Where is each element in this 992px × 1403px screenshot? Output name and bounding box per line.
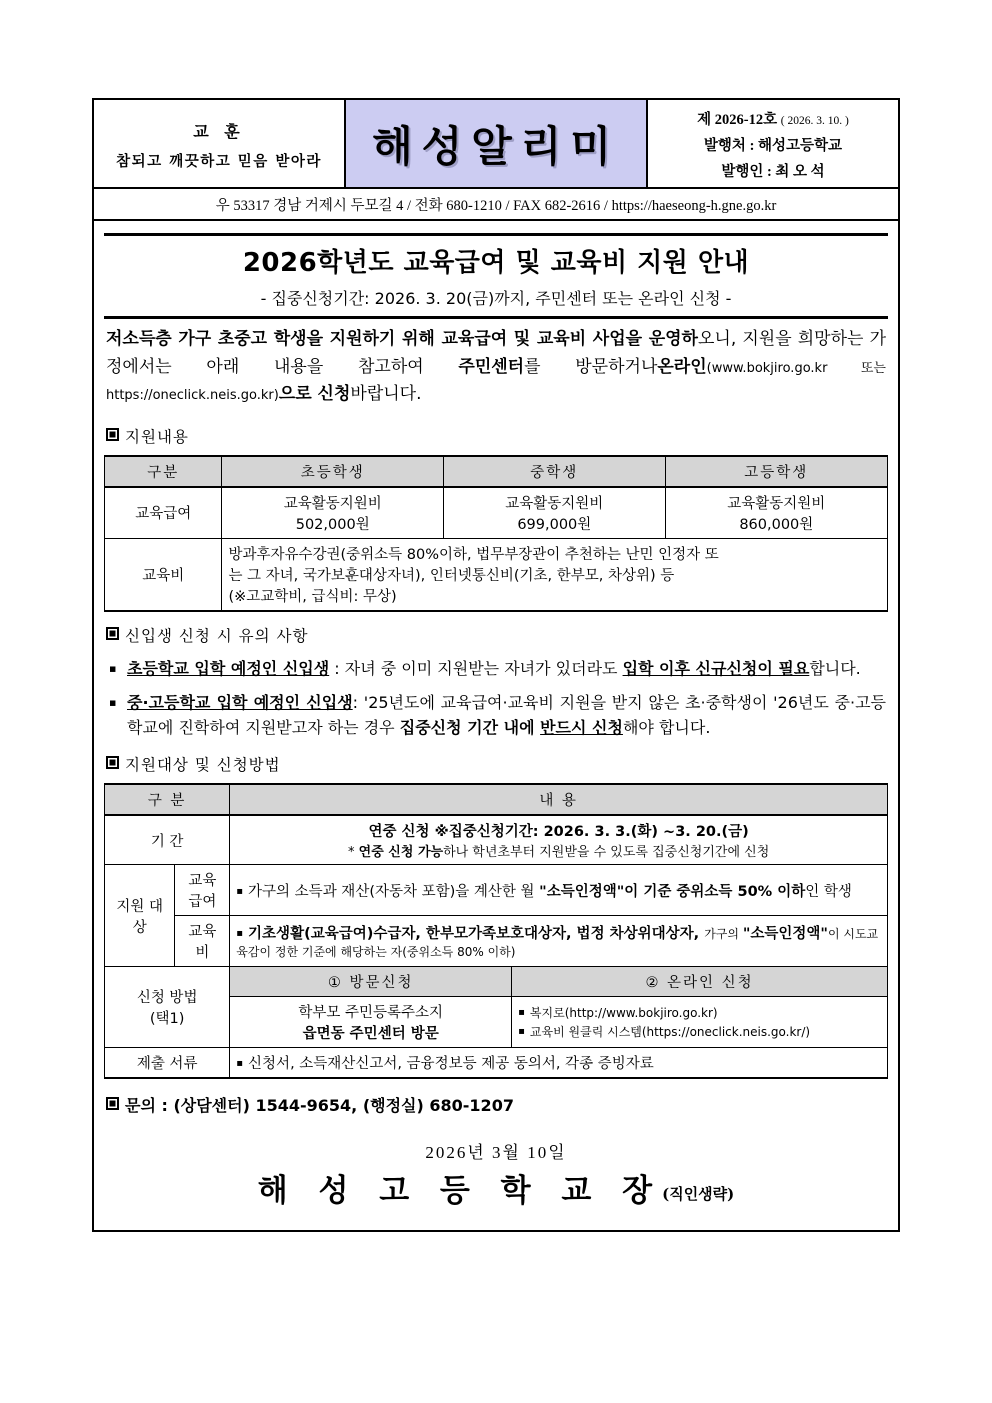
bullet-1-tail: 해야 합니다. [622,718,711,738]
bullet-1-bold-underline: 중·고등학교 입학 예정인 신입생 [127,692,353,712]
period-asterisk-icon: * [348,845,355,861]
row-label-education-fee: 교육비 [105,538,222,611]
table-row [105,865,888,916]
fee-line3: (※고교학비, 급식비: 무상) [228,588,397,605]
bullet-0-mid: : 자녀 중 이미 지원받는 자녀가 있더라도 [329,658,623,678]
bullet-marker-icon: ▪ [109,661,117,675]
documents-text: 신청서, 소득재산신고서, 금융정보등 제공 동의서, 각종 증빙자료 [248,1056,654,1073]
visit-line1: 학부모 주민등록주소지 [298,1005,444,1022]
method-header-online: ② 온라인 신청 [512,967,888,997]
square-bullet-icon [106,756,119,769]
signature-line [104,1165,888,1216]
bullet-marker-icon: ▪ [109,695,117,709]
benefit-name: 교육활동지원비 [505,495,604,512]
bullet-0-bold-underline-2: 입학 이후 신규신청 [622,658,758,678]
bullet-0-tail: 합니다. [809,658,861,678]
bullet-0-bold-underline: 초등학교 입학 예정인 신입생 [127,658,330,678]
table-row [105,815,888,865]
cell-visit-application [230,997,512,1048]
col-header-middle: 중학생 [444,456,666,487]
benefit-amount: 860,000원 [739,516,814,533]
col-header-elementary: 초등학생 [222,456,444,487]
section2-heading-label: 신입생 신청 시 유의 사항 [125,626,309,645]
support-content-table [104,455,888,612]
intro-part2-bold: 주민센터 [458,356,525,377]
newsletter-banner [346,100,648,187]
school-motto-block [94,100,346,187]
list-item: ▪ 복지로(http://www.bokjiro.go.kr) [518,1004,881,1021]
fee-criteria-bold1: 기초생활(교육급여)수급자, 한부모가족보호대상자, 법정 차상위대상자, [248,926,705,943]
row-label-period: 기 간 [105,815,230,865]
fee-criteria-bold2: "소득인정액" [742,926,828,943]
section3-heading-label: 지원대상 및 신청방법 [125,756,281,775]
list-item [104,690,888,742]
cell-middle-benefit [444,487,666,539]
period-line1: 연중 신청 ※집중신청기간: 2026. 3. 3.(화) ~3. 20.(금) [368,824,749,841]
editor-line: 발행인 : 최 오 석 [721,164,825,180]
table-row [105,538,888,611]
visit-line2: 읍면동 주민센터 방문 [302,1026,439,1043]
square-bullet-icon [106,1097,119,1110]
issue-date: ( 2026. 3. 10. ) [780,115,849,127]
col-header-high: 고등학생 [665,456,887,487]
issue-info-block [648,100,898,187]
table-row [105,967,888,997]
issue-number: 제 2026-12호 [697,112,778,128]
benefit-amount: 502,000원 [295,516,370,533]
eligibility-method-table [104,783,888,1079]
masthead [94,100,898,189]
bullet-1-bold: 집중신청 기간 내에 [399,718,541,738]
school-address-bar: 우 53317 경남 거제시 두모길 4 / 전화 680-1210 / FAX 682-2616 / https://haeseong-h.gne.go.kr [94,189,898,221]
row-label-support-target [105,865,175,967]
square-bullet-icon [106,627,119,640]
cell-online-application [512,997,888,1048]
square-bullet-icon [106,428,119,441]
seal-omitted-note: (직인생략) [662,1185,735,1204]
contact-line [106,1093,888,1116]
bullet-text [127,690,886,742]
intro-part1: 저소득층 가구 초중고 학생을 지원하기 위해 교육급여 및 교육비 사업을 운영하 [106,329,698,349]
dot-bullet-icon [236,1056,248,1072]
benefit-amount: 699,000원 [517,516,592,533]
table-row [105,456,888,487]
intro-paragraph [104,319,888,413]
fee-criteria-plain1: 가구의 [704,927,743,942]
list-item [104,656,888,682]
period-line2-tail: 하나 학년초부터 지원받을 수 있도록 집중신청기간에 신청 [443,845,770,861]
row-label-documents: 제출 서류 [105,1048,230,1079]
newsletter-page [92,98,900,1232]
table-row [105,916,888,967]
cell-high-benefit [665,487,887,539]
fee-line1: 방과후자유수강권(중위소득 80%이하, 법무부장관이 추천하는 난민 인정자 또 [228,546,719,563]
fee-criteria-plain2: 이 시도교육감이 정한 기준에 해당하는 자(중위소득 80% 이하) [236,927,879,960]
sub-label-education-benefit: 교육 급여 [175,865,230,916]
intro-part3-bold2: 신청 [317,384,351,405]
bullet-1-mid: : '25년도에 교육급여·교육비 지원을 받지 않은 초·중학생이 '26년도 중·고등학교에 진학하여 지원받고자 하는 경우 [127,692,887,738]
col-header-category: 구 분 [105,784,230,815]
list-item: ▪ 교육비 원클릭 시스템(https://oneclick.neis.go.kr/) [518,1023,881,1040]
motto-text: 참되고 깨끗하고 믿음 받아라 [116,152,322,170]
row-label-application-method [105,967,230,1048]
intro-part3-bold: 온라인 [657,356,707,377]
table-row [105,1048,888,1079]
cell-education-benefit-criteria [230,865,888,916]
intro-part2-tail: 를 방문하거나 [524,356,658,377]
application-method-label: 신청 방법 [136,990,198,1007]
method-header-visit: ① 방문신청 [230,967,512,997]
table-row [105,487,888,539]
criteria-plain1: 가구의 소득과 재산(자동차 포함)을 계산한 월 [248,883,540,900]
benefit-name: 교육활동지원비 [727,495,826,512]
col-header-category: 구분 [105,456,222,487]
period-line2-bold: 연중 신청 가능 [358,845,444,861]
section-heading-support-content [106,425,888,447]
criteria-bold1: "소득인정액"이 기준 중위소득 50% 이하 [539,883,806,900]
application-method-sublabel: (택1) [149,1011,185,1028]
bullet-1-bold-underline-2: 반드시 신청 [540,718,623,738]
bullet-text [127,656,886,682]
issue-date-line: 2026년 3월 10일 [425,1143,567,1163]
bullet-0-bold-underline-3: 이 필요 [757,658,810,678]
benefit-name: 교육활동지원비 [283,495,382,512]
freshman-notice-list [104,656,888,742]
intro-urls: (www.bokjiro.go.kr 또는 https://oneclick.neis.go.kr) [106,360,886,404]
dot-bullet-icon [236,926,248,942]
issue-number-line [652,108,894,129]
intro-part2: 오니, 지원을 희망하는 가정에서는 아래 내용을 참고하여 [106,329,887,377]
fee-line2: 는 그 자녀, 국가보훈대상자녀), 인터넷통신비(기초, 한부모, 차상위) 등 [228,567,675,584]
section1-heading-label: 지원내용 [125,427,189,446]
support-target-label: 지원 대상 [116,898,164,936]
cell-period-content [230,815,888,865]
cell-education-fee-description [222,538,888,611]
col-header-content: 내 용 [230,784,888,815]
title-block [104,233,888,319]
table-row [105,784,888,815]
page-title: 2026학년도 교육급여 및 교육비 지원 안내 [242,248,750,278]
cell-documents-content [230,1048,888,1079]
signature-text: 해 성 고 등 학 교 장 [257,1173,663,1210]
intro-part3-tail2: 바랍니다. [350,384,422,405]
section-heading-eligibility-method [106,753,888,775]
contact-text: 문의 : (상담센터) 1544-9654, (행정실) 680-1207 [125,1096,514,1116]
criteria-plain2: 인 학생 [805,883,852,900]
cell-education-fee-criteria [230,916,888,967]
dot-bullet-icon [236,884,248,900]
banner-title: 해성알리미 [372,121,620,171]
section-heading-freshman-notice [106,624,888,646]
row-label-education-benefit: 교육급여 [105,487,222,539]
online-links-list [518,1004,881,1040]
intro-part3-tail: 으로 [278,384,318,405]
publisher-line: 발행처 : 해성고등학교 [703,138,843,154]
period-line2 [236,841,881,860]
document-body [94,221,898,1230]
motto-title: 교 훈 [193,121,245,141]
page-subtitle: - 집중신청기간: 2026. 3. 20(금)까지, 주민센터 또는 온라인 신청 - [260,289,732,308]
sub-label-education-fee: 교육 비 [175,916,230,967]
cell-elementary-benefit [222,487,444,539]
